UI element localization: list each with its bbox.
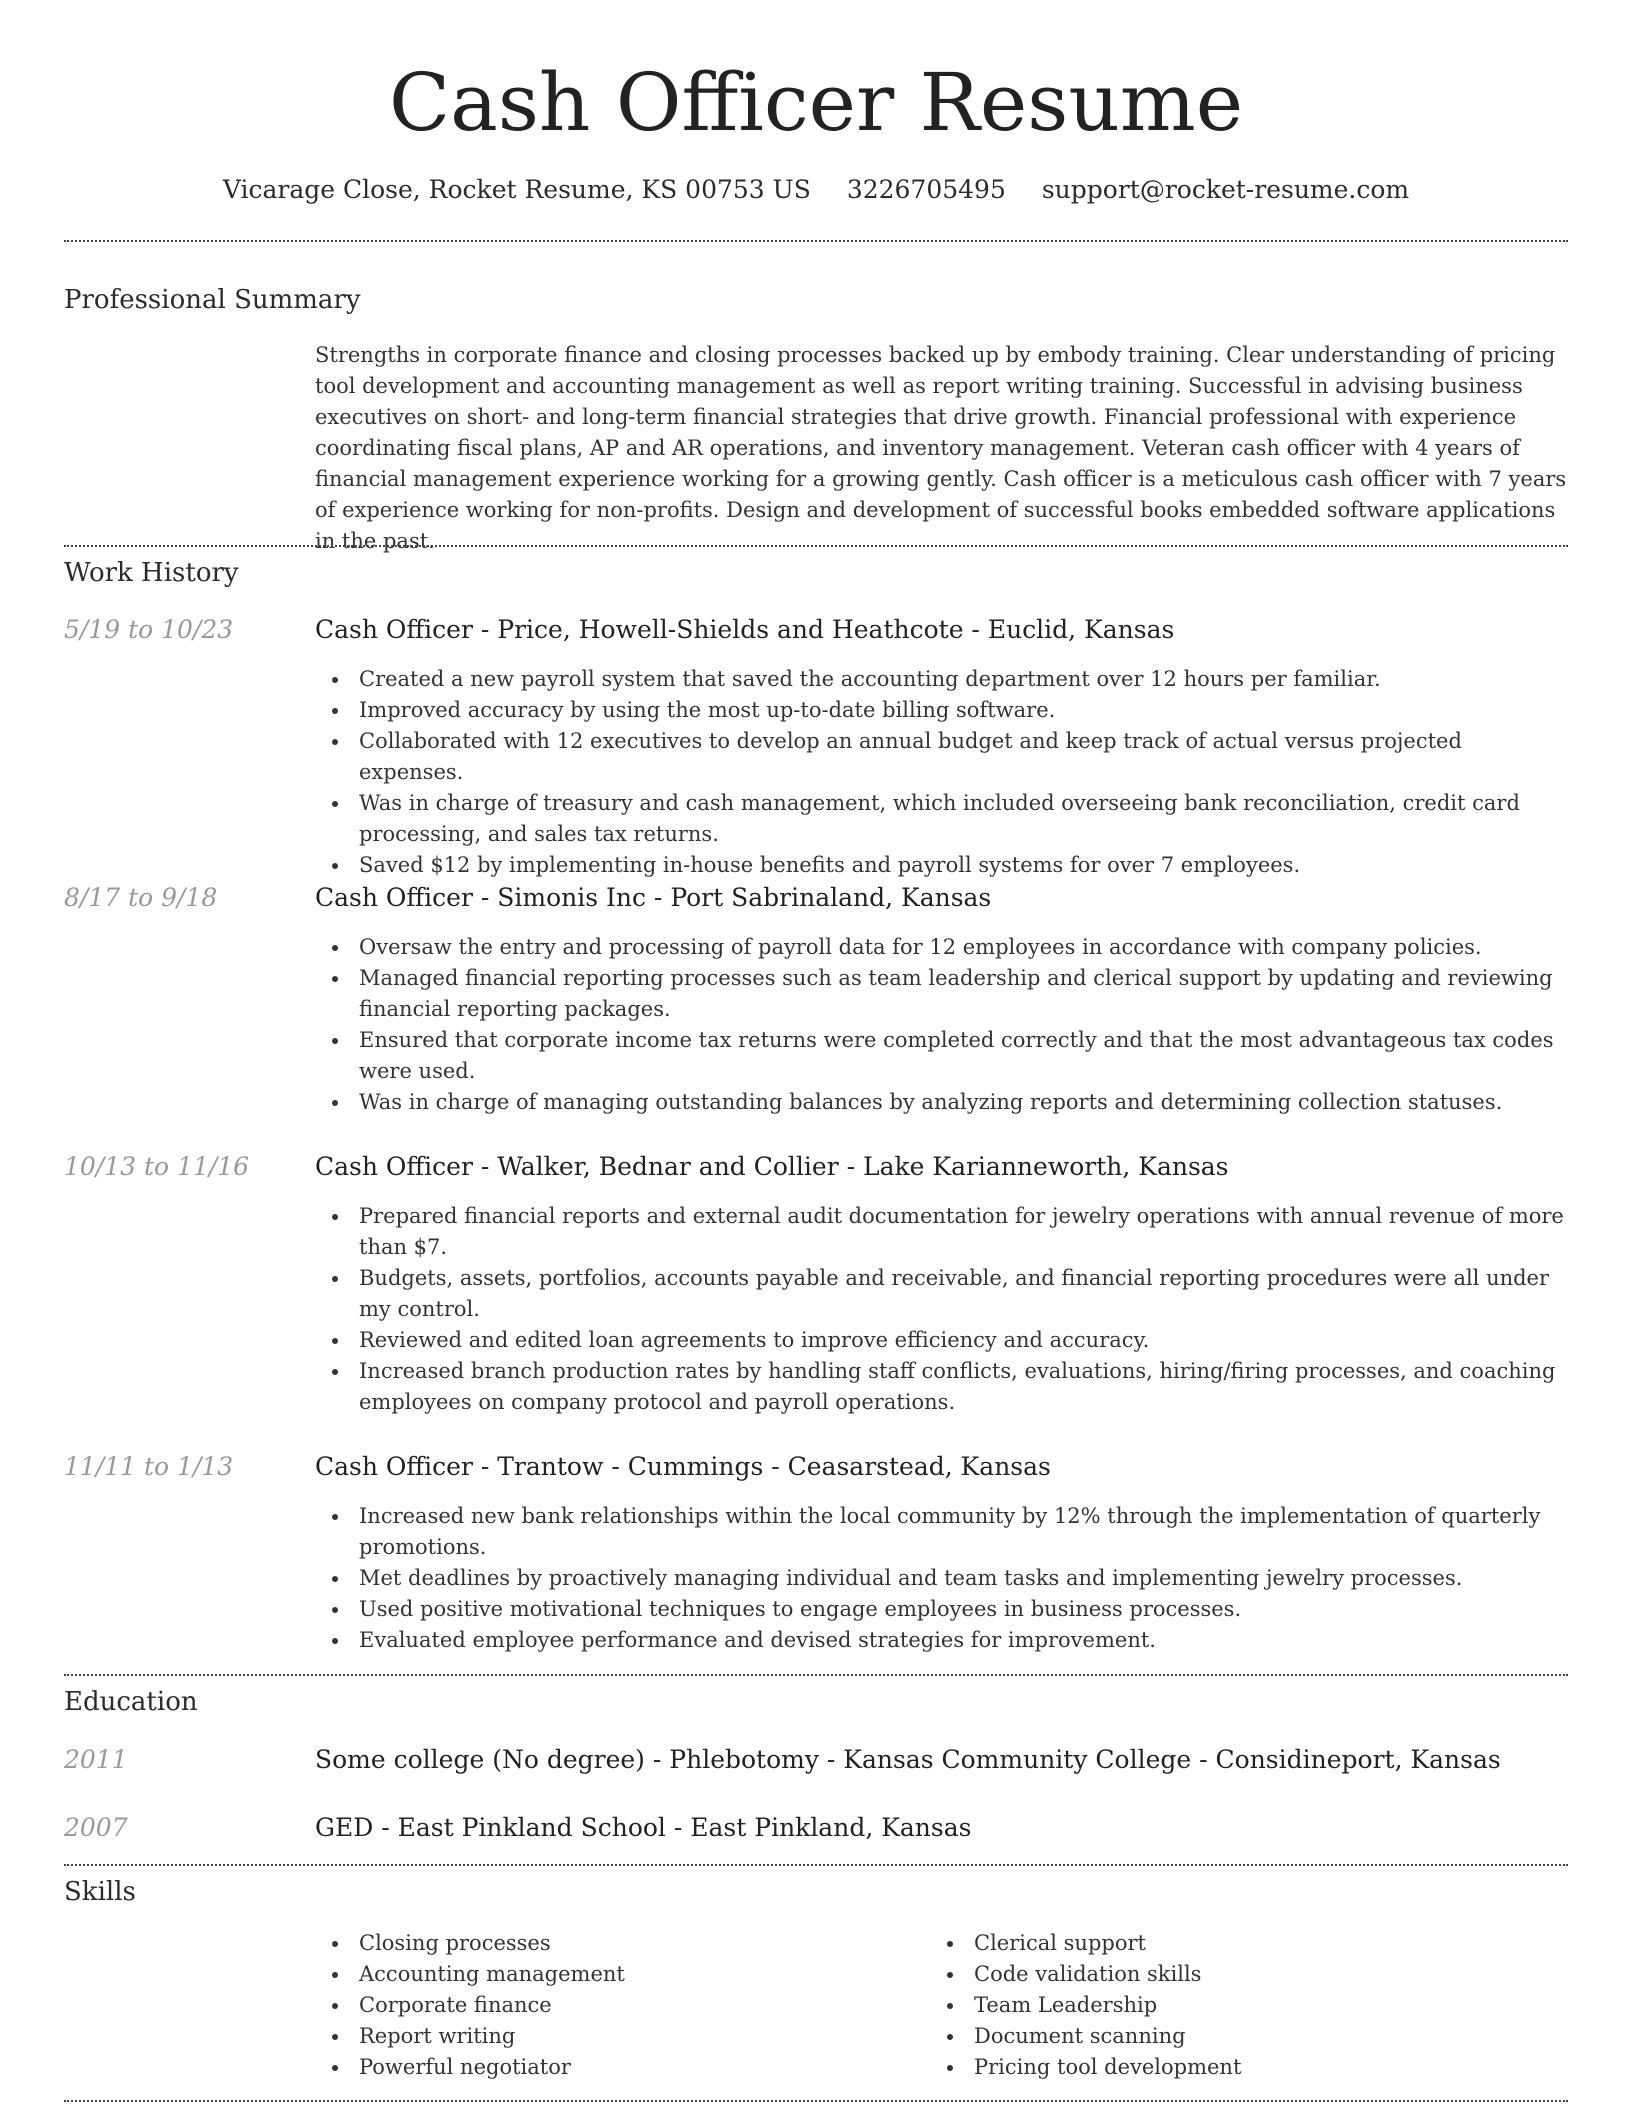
job-bullets bbox=[315, 1201, 1568, 1418]
job-bullet: Managed financial reporting processes such as team leadership and clerical support by updating and reviewing financial reporting packages. bbox=[359, 963, 1568, 1025]
job-bullets bbox=[315, 932, 1568, 1118]
job-bullets bbox=[315, 664, 1568, 881]
skill-item: Corporate finance bbox=[359, 1990, 915, 2021]
skill-item: Code validation skills bbox=[974, 1959, 1530, 1990]
skills-list-right bbox=[930, 1928, 1530, 2083]
job-title: Cash Officer - Trantow - Cummings - Ceasarstead, Kansas bbox=[315, 1452, 1051, 1481]
job-bullet: Budgets, assets, portfolios, accounts payable and receivable, and financial reporting procedures were all under my control. bbox=[359, 1263, 1568, 1325]
skill-item: Accounting management bbox=[359, 1959, 915, 1990]
job-bullet: Created a new payroll system that saved the accounting department over 12 hours per familiar. bbox=[359, 664, 1568, 695]
skill-item: Report writing bbox=[359, 2021, 915, 2052]
education-title: Some college (No degree) - Phlebotomy - Kansas Community College - Considineport, Kansas bbox=[315, 1745, 1501, 1774]
skill-item: Clerical support bbox=[974, 1928, 1530, 1959]
skill-item: Closing processes bbox=[359, 1928, 915, 1959]
skill-item: Powerful negotiator bbox=[359, 2052, 915, 2083]
skill-item: Team Leadership bbox=[974, 1990, 1530, 2021]
contact-line bbox=[64, 170, 1568, 210]
contact-phone: 3226705495 bbox=[846, 175, 1006, 204]
section-title-education: Education bbox=[64, 1687, 198, 1717]
divider bbox=[64, 545, 1568, 547]
job-bullet: Increased new bank relationships within the local community by 12% through the implementation of quarterly promotions. bbox=[359, 1501, 1568, 1563]
job-bullet: Ensured that corporate income tax returns were completed correctly and that the most advantageous tax codes were used. bbox=[359, 1025, 1568, 1087]
job-title: Cash Officer - Simonis Inc - Port Sabrinaland, Kansas bbox=[315, 883, 992, 912]
job-bullet: Collaborated with 12 executives to develop an annual budget and keep track of actual versus projected expenses. bbox=[359, 726, 1568, 788]
job-bullet: Reviewed and edited loan agreements to improve efficiency and accuracy. bbox=[359, 1325, 1568, 1356]
job-date: 11/11 to 1/13 bbox=[64, 1452, 234, 1481]
divider bbox=[64, 2100, 1568, 2102]
job-bullet: Evaluated employee performance and devised strategies for improvement. bbox=[359, 1625, 1568, 1656]
job-bullet: Improved accuracy by using the most up-to-date billing software. bbox=[359, 695, 1568, 726]
skill-item: Document scanning bbox=[974, 2021, 1530, 2052]
job-date: 8/17 to 9/18 bbox=[64, 883, 218, 912]
education-year: 2011 bbox=[64, 1745, 128, 1774]
education-year: 2007 bbox=[64, 1813, 128, 1842]
job-title: Cash Officer - Price, Howell-Shields and Heathcote - Euclid, Kansas bbox=[315, 615, 1175, 644]
job-bullets bbox=[315, 1501, 1568, 1656]
divider bbox=[64, 1674, 1568, 1676]
job-date: 5/19 to 10/23 bbox=[64, 615, 234, 644]
job-bullet: Increased branch production rates by handling staff conflicts, evaluations, hiring/firing processes, and coaching employees on company protocol and payroll operations. bbox=[359, 1356, 1568, 1418]
section-title-work-history: Work History bbox=[64, 558, 239, 588]
job-bullet: Used positive motivational techniques to engage employees in business processes. bbox=[359, 1594, 1568, 1625]
contact-address: Vicarage Close, Rocket Resume, KS 00753 US bbox=[222, 175, 811, 204]
resume-title: Cash Officer Resume bbox=[388, 56, 1244, 149]
job-bullet: Met deadlines by proactively managing individual and team tasks and implementing jewelry processes. bbox=[359, 1563, 1568, 1594]
job-date: 10/13 to 11/16 bbox=[64, 1152, 250, 1181]
divider bbox=[64, 1864, 1568, 1866]
section-title-summary: Professional Summary bbox=[64, 285, 361, 315]
job-bullet: Was in charge of treasury and cash management, which included overseeing bank reconciliation, credit card processing, and sales tax returns. bbox=[359, 788, 1568, 850]
job-bullet: Saved $12 by implementing in-house benefits and payroll systems for over 7 employees. bbox=[359, 850, 1568, 881]
job-bullet: Oversaw the entry and processing of payroll data for 12 employees in accordance with company policies. bbox=[359, 932, 1568, 963]
contact-email[interactable]: support@rocket-resume.com bbox=[1041, 175, 1410, 204]
divider bbox=[64, 240, 1568, 242]
skills-list-left bbox=[315, 1928, 915, 2083]
section-title-skills: Skills bbox=[64, 1877, 136, 1907]
job-bullet: Was in charge of managing outstanding balances by analyzing reports and determining collection statuses. bbox=[359, 1087, 1568, 1118]
summary-text: Strengths in corporate finance and closing processes backed up by embody training. Clear understanding of pricing tool development and accounting management as well as report writing training. Successful in advising business executives on short- and long-term financial strategies that drive growth. Financial professional with experience coordinating fiscal plans, AP and AR operations, and inventory management. Veteran cash officer with 4 years of financial management experience working for a growing gently. Cash officer is a meticulous cash officer with 7 years of experience working for non-profits. Design and development of successful books embedded software applications in the past. bbox=[315, 343, 1567, 553]
skill-item: Pricing tool development bbox=[974, 2052, 1530, 2083]
job-title: Cash Officer - Walker, Bednar and Collier - Lake Karianneworth, Kansas bbox=[315, 1152, 1229, 1181]
education-title: GED - East Pinkland School - East Pinkland, Kansas bbox=[315, 1813, 972, 1842]
job-bullet: Prepared financial reports and external audit documentation for jewelry operations with annual revenue of more than $7. bbox=[359, 1201, 1568, 1263]
